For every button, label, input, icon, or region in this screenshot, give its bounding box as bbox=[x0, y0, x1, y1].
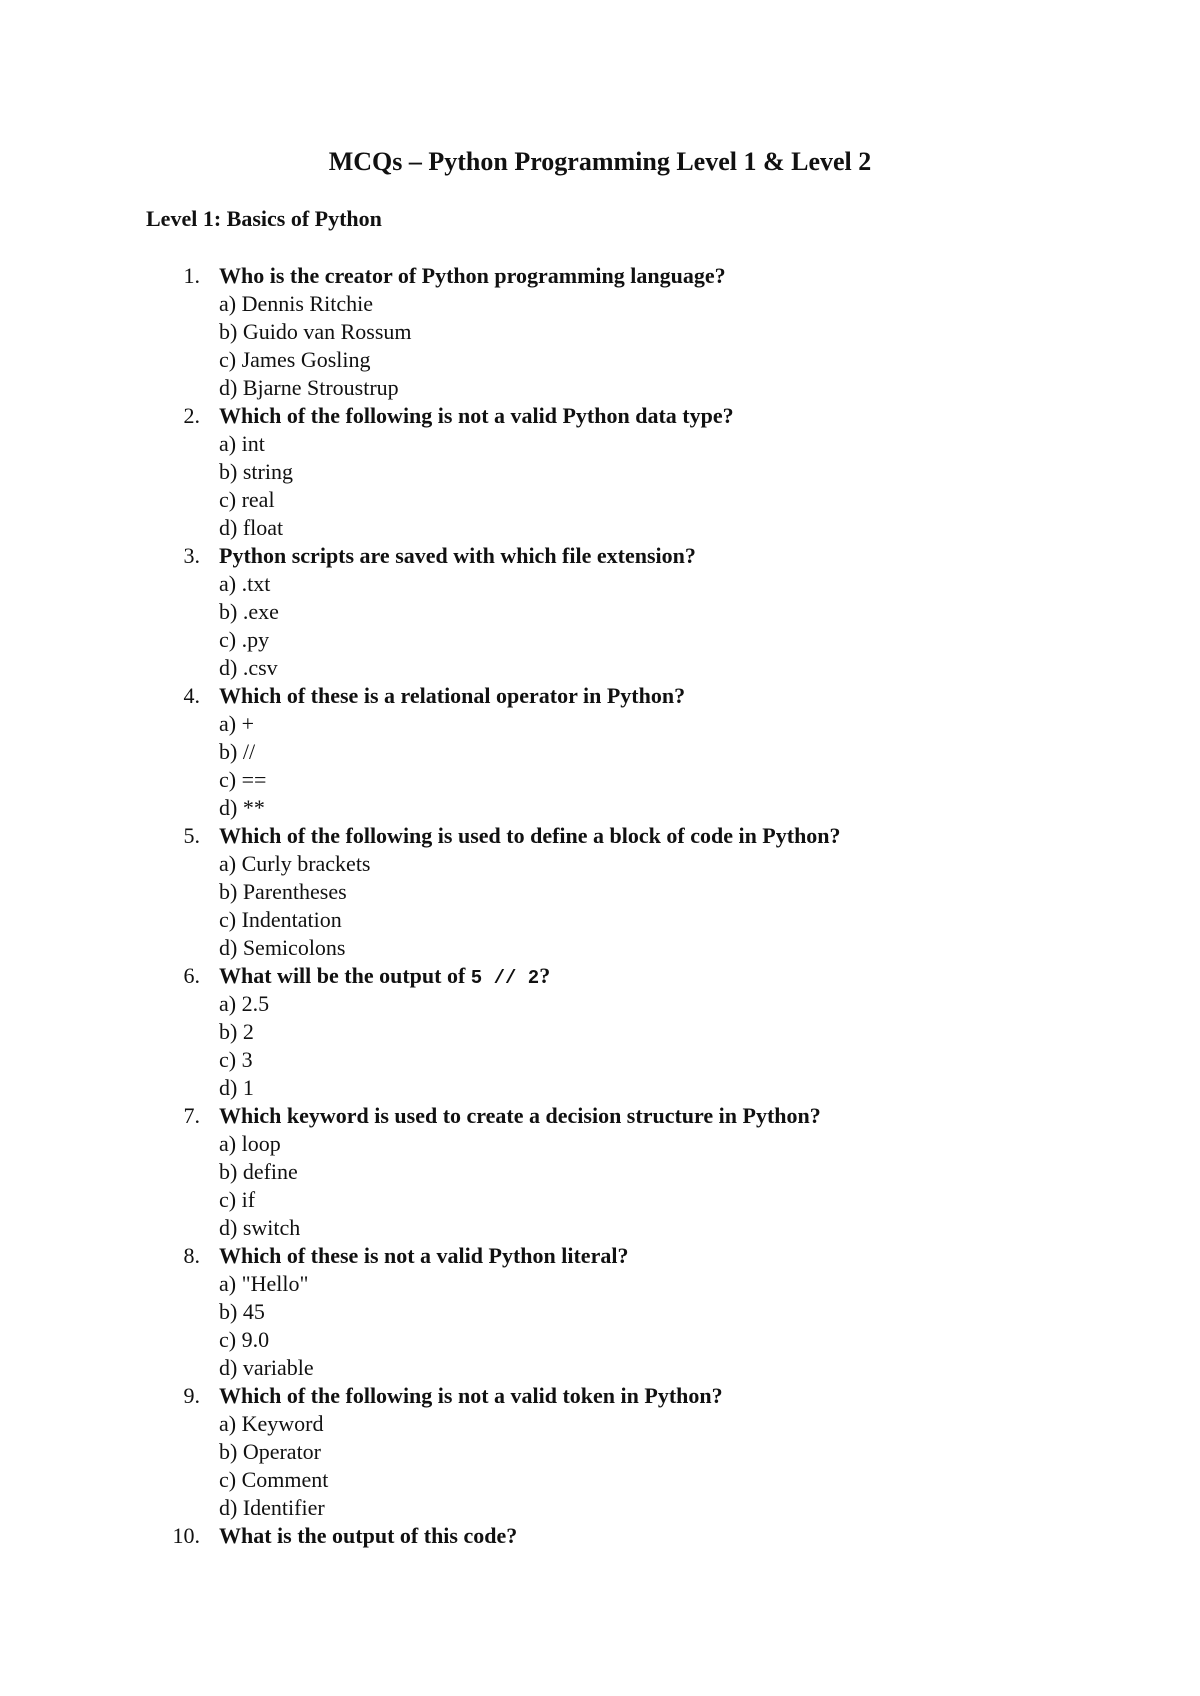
question-line bbox=[0, 1382, 1200, 1410]
answer-option: d) float bbox=[219, 515, 284, 540]
question-line bbox=[0, 1102, 1200, 1130]
question-text: Which of the following is not a valid Python data type? bbox=[219, 403, 734, 428]
answer-options bbox=[0, 1130, 1200, 1242]
answer-options bbox=[0, 1270, 1200, 1382]
answer-option: d) variable bbox=[219, 1355, 314, 1380]
question-number: 6. bbox=[183, 963, 200, 988]
question-line bbox=[0, 1522, 1200, 1550]
question-item bbox=[0, 262, 1200, 402]
question-line bbox=[0, 822, 1200, 850]
answer-options bbox=[0, 710, 1200, 822]
page-title: MCQs – Python Programming Level 1 & Level 2 bbox=[328, 147, 872, 176]
answer-option: b) Parentheses bbox=[219, 879, 347, 904]
answer-option: b) 2 bbox=[219, 1019, 254, 1044]
question-item bbox=[0, 542, 1200, 682]
answer-option: c) == bbox=[219, 767, 267, 792]
answer-option: b) Guido van Rossum bbox=[219, 319, 412, 344]
question-number: 1. bbox=[183, 263, 200, 288]
answer-option: b) 45 bbox=[219, 1299, 265, 1324]
answer-option: c) if bbox=[219, 1187, 256, 1212]
answer-option: a) Dennis Ritchie bbox=[219, 291, 373, 316]
answer-option: a) 2.5 bbox=[219, 991, 270, 1016]
answer-option: c) Indentation bbox=[219, 907, 342, 932]
inline-code: 5 // 2 bbox=[470, 967, 540, 989]
question-number: 5. bbox=[183, 823, 200, 848]
question-text bbox=[219, 962, 550, 992]
question-text: Which of the following is used to define a block of code in Python? bbox=[219, 823, 841, 848]
question-line bbox=[0, 262, 1200, 290]
answer-option: a) + bbox=[219, 711, 254, 736]
answer-option: d) switch bbox=[219, 1215, 301, 1240]
question-line bbox=[0, 962, 1200, 990]
answer-option: a) loop bbox=[219, 1131, 281, 1156]
answer-options bbox=[0, 990, 1200, 1102]
question-number: 8. bbox=[183, 1243, 200, 1268]
answer-option: d) Bjarne Stroustrup bbox=[219, 375, 399, 400]
answer-options bbox=[0, 290, 1200, 402]
question-item bbox=[0, 682, 1200, 822]
answer-option: a) .txt bbox=[219, 571, 271, 596]
answer-option: c) James Gosling bbox=[219, 347, 371, 372]
answer-option: d) Semicolons bbox=[219, 935, 346, 960]
question-text: Which of the following is not a valid token in Python? bbox=[219, 1383, 723, 1408]
question-item bbox=[0, 1522, 1200, 1550]
answer-option: c) 9.0 bbox=[219, 1327, 270, 1352]
answer-option: c) 3 bbox=[219, 1047, 253, 1072]
answer-option: b) // bbox=[219, 739, 256, 764]
answer-option: c) .py bbox=[219, 627, 270, 652]
question-text: Who is the creator of Python programming language? bbox=[219, 263, 726, 288]
question-text: Which of these is not a valid Python literal? bbox=[219, 1243, 629, 1268]
question-item bbox=[0, 962, 1200, 1102]
answer-option: d) .csv bbox=[219, 655, 278, 680]
section-heading: Level 1: Basics of Python bbox=[146, 206, 382, 231]
answer-option: c) Comment bbox=[219, 1467, 329, 1492]
question-number: 7. bbox=[183, 1103, 200, 1128]
question-text: Which of these is a relational operator in Python? bbox=[219, 683, 686, 708]
question-number: 10. bbox=[172, 1523, 200, 1548]
question-number: 2. bbox=[183, 403, 200, 428]
answer-option: b) Operator bbox=[219, 1439, 322, 1464]
answer-option: a) Curly brackets bbox=[219, 851, 371, 876]
answer-option: c) real bbox=[219, 487, 275, 512]
answer-option: d) Identifier bbox=[219, 1495, 325, 1520]
question-list bbox=[0, 262, 1200, 1550]
answer-option: d) 1 bbox=[219, 1075, 254, 1100]
question-line bbox=[0, 682, 1200, 710]
answer-option: b) define bbox=[219, 1159, 298, 1184]
question-line bbox=[0, 1242, 1200, 1270]
question-number: 4. bbox=[183, 683, 200, 708]
question-number: 9. bbox=[183, 1383, 200, 1408]
question-item bbox=[0, 402, 1200, 542]
question-line bbox=[0, 542, 1200, 570]
answer-option: b) .exe bbox=[219, 599, 279, 624]
question-text-after-code: ? bbox=[539, 963, 551, 988]
answer-options bbox=[0, 1410, 1200, 1522]
question-number: 3. bbox=[183, 543, 200, 568]
answer-option: d) ** bbox=[219, 795, 265, 820]
answer-option: a) Keyword bbox=[219, 1411, 324, 1436]
question-item bbox=[0, 1102, 1200, 1242]
answer-options bbox=[0, 850, 1200, 962]
question-item bbox=[0, 1382, 1200, 1522]
answer-option: b) string bbox=[219, 459, 293, 484]
question-text: Python scripts are saved with which file extension? bbox=[219, 543, 696, 568]
question-text: Which keyword is used to create a decision structure in Python? bbox=[219, 1103, 821, 1128]
question-item bbox=[0, 822, 1200, 962]
question-item bbox=[0, 1242, 1200, 1382]
answer-options bbox=[0, 570, 1200, 682]
answer-option: a) "Hello" bbox=[219, 1271, 309, 1296]
question-text: What is the output of this code? bbox=[219, 1523, 518, 1548]
answer-options bbox=[0, 430, 1200, 542]
answer-option: a) int bbox=[219, 431, 265, 456]
question-line bbox=[0, 402, 1200, 430]
question-text-before-code: What will be the output of bbox=[219, 963, 471, 988]
